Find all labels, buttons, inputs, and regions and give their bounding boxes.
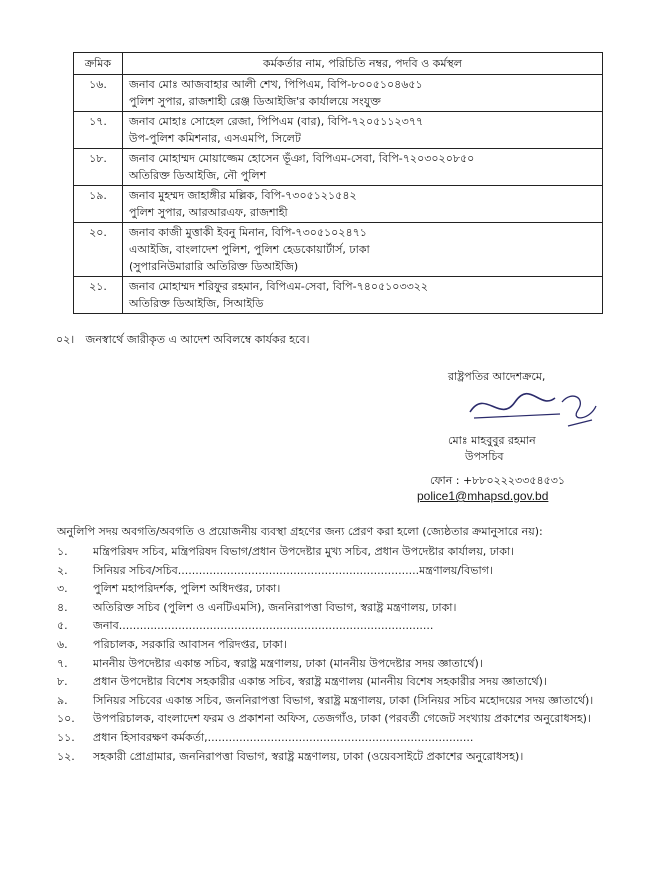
row-serial: ১৬.	[74, 75, 123, 112]
row-details	[123, 75, 603, 112]
list-item-number: ১.	[57, 545, 68, 558]
officer-detail-line: জনাব মোহাঃ সোহেল রেজা, পিপিএম (বার), বিপি-৭২০৫১১২৩৭৭	[129, 115, 424, 128]
officer-detail-line: এআইজি, বাংলাদেশ পুলিশ, পুলিশ হেডকোয়ার্টার্স, ঢাকা	[129, 243, 370, 256]
details-header: কর্মকর্তার নাম, পরিচিতি নম্বর, পদবি ও কর্মস্থল	[123, 53, 603, 75]
row-serial: ১৮.	[74, 149, 123, 186]
officer-detail-line: জনাব মোহাম্মদ শরিফুর রহমান, বিপিএম-সেবা, বিপি-৭৪০৫১০৩৩২২	[129, 280, 429, 293]
list-item-text: অতিরিক্ত সচিব (পুলিশ ও এনটিএমসি), জননিরাপত্তা বিভাগ, স্বরাষ্ট্র মন্ত্রণালয়, ঢাকা।	[93, 600, 457, 614]
list-item	[57, 729, 593, 748]
row-serial: ২০.	[74, 223, 123, 277]
list-item-text: উপপরিচালক, বাংলাদেশ ফরম ও প্রকাশনা অফিস, তেজগাঁও, ঢাকা (পরবর্তী গেজেট সংখ্যায় প্রকাশের অনুরোধসহ)।	[93, 712, 591, 726]
row-serial: ১৭.	[74, 112, 123, 149]
list-item-number: ৬.	[57, 637, 68, 651]
list-item	[57, 599, 593, 618]
officer-detail-line: (সুপারনিউমারারি অতিরিক্ত ডিআইজি)	[129, 260, 299, 273]
table-row	[74, 223, 603, 277]
officer-detail-line: জনাব কাজী মুত্তাকী ইবনু মিনান, বিপি-৭৩০৫১০২৪৭১	[129, 226, 367, 239]
list-item-number: ৯.	[57, 693, 68, 707]
note-text: জনস্বার্থে জারীকৃত এ আদেশ অবিলম্বে কার্যকর হবে।	[85, 333, 310, 346]
list-item-number: ৪.	[57, 600, 68, 614]
serial-header: ক্রমিক	[74, 53, 123, 75]
table-row	[74, 75, 603, 112]
officer-detail-line: অতিরিক্ত ডিআইজি, সিআইডি	[129, 297, 264, 310]
signatory-designation: উপসচিব	[465, 450, 504, 463]
officer-detail-line: উপ-পুলিশ কমিশনার, এসএমপি, সিলেট	[129, 132, 301, 145]
list-item-number: ৩.	[57, 582, 68, 596]
list-item-number: ২.	[57, 563, 68, 577]
officer-detail-line: জনাব মুহম্মদ জাহাঙ্গীর মল্লিক, বিপি-৭৩০৫১২১৫৪২	[129, 189, 357, 202]
list-item-text: সিনিয়র সচিবের একান্ত সচিব, জননিরাপত্তা বিভাগ, স্বরাষ্ট্র মন্ত্রণালয়, ঢাকা (সিনিয়র সচিব মহোদয়ের সদয় জ্ঞাতার্থে)।	[93, 693, 594, 707]
list-item-number: ৫.	[57, 619, 68, 633]
list-item-text: প্রধান উপদেষ্টার বিশেষ সহকারীর একান্ত সচিব, স্বরাষ্ট্র মন্ত্রণালয় (মাননীয় বিশেষ সহকারীর সদয় জ্ঞাতার্থে)।	[93, 675, 547, 689]
list-item-text: মাননীয় উপদেষ্টার একান্ত সচিব, স্বরাষ্ট্র মন্ত্রণালয়, ঢাকা (মাননীয় উপদেষ্টার সদয় জ্ঞাতার্থে)।	[93, 656, 483, 670]
list-item-text: জনাব..........................................................................................	[93, 619, 434, 633]
list-item	[57, 580, 593, 599]
list-item-text: সিনিয়র সচিব/সচিব.....................................................................মন্ত্রণালয়/বিভাগ।	[93, 563, 493, 577]
list-item-text: প্রধান হিসাবরক্ষণ কর্মকর্তা,............................................................................	[93, 730, 474, 744]
list-item	[57, 617, 593, 636]
officer-detail-line: জনাব মোঃ আজবাহার আলী শেখ, পিপিএম, বিপি-৮০০৫১০৪৬৫১	[129, 78, 423, 91]
list-item	[57, 562, 593, 581]
order-text: রাষ্ট্রপতির আদেশক্রমে,	[448, 370, 546, 383]
list-item-number: ৮.	[57, 675, 68, 689]
list-item	[57, 710, 593, 729]
list-item-text: সহকারী প্রোগ্রামার, জননিরাপত্তা বিভাগ, স্বরাষ্ট্র মন্ত্রণালয়, ঢাকা (ওয়েবসাইটে প্রকাশের অনুরোধসহ)।	[93, 749, 524, 763]
note-paragraph	[56, 331, 310, 350]
list-item-text: পুলিশ মহাপরিদর্শক, পুলিশ অধিদপ্তর, ঢাকা।	[93, 582, 281, 596]
handwritten-signature	[460, 380, 600, 434]
row-details	[123, 277, 603, 314]
officer-detail-line: পুলিশ সুপার, আরআরএফ, রাজশাহী	[129, 206, 288, 219]
copies-title: অনুলিপি সদয় অবগতি/অবগতি ও প্রয়োজনীয় ব্যবস্থা গ্রহণের জন্য প্রেরণ করা হলো (জ্যেষ্ঠতার ক্রমানুসারে নয়):	[57, 525, 543, 538]
row-details	[123, 149, 603, 186]
row-details	[123, 186, 603, 223]
table-row	[74, 277, 603, 314]
list-item	[57, 748, 593, 767]
note-number: ০২।	[56, 333, 75, 346]
list-item-number: ১২.	[57, 749, 75, 763]
table-row	[74, 149, 603, 186]
phone-number: ফোন : +৮৮০২২২৩৩৫৪৫৩১	[430, 474, 566, 487]
row-serial: ১৯.	[74, 186, 123, 223]
officer-detail-line: অতিরিক্ত ডিআইজি, নৌ পুলিশ	[129, 169, 267, 182]
list-item-number: ১০.	[57, 712, 75, 726]
list-item-text: পরিচালক, সরকারি আবাসন পরিদপ্তর, ঢাকা।	[93, 637, 287, 651]
officer-detail-line: পুলিশ সুপার, রাজশাহী রেঞ্জ ডিআইজি'র কার্যালয়ে সংযুক্ত	[129, 95, 381, 108]
email-address: police1@mhapsd.gov.bd	[417, 489, 549, 503]
signatory-name: মোঃ মাহবুবুর রহমান	[448, 434, 536, 447]
list-item-number: ৭.	[57, 656, 68, 670]
officer-table	[73, 52, 603, 314]
list-item	[57, 543, 593, 562]
list-item	[57, 673, 593, 692]
list-item	[57, 636, 593, 655]
table-header-row	[74, 53, 603, 75]
list-item	[57, 655, 593, 674]
copies-list	[57, 543, 593, 766]
table-row	[74, 186, 603, 223]
list-item	[57, 692, 593, 711]
list-item-text: মন্ত্রিপরিষদ সচিব, মন্ত্রিপরিষদ বিভাগ/প্রধান উপদেষ্টার মুখ্য সচিব, প্রধান উপদেষ্টার কার্যালয়, ঢাকা।	[93, 545, 515, 558]
row-serial: ২১.	[74, 277, 123, 314]
officer-detail-line: জনাব মোহাম্মদ মোয়াজ্জেম হোসেন ভূঁঞা, বিপিএম-সেবা, বিপি-৭২০৩০২০৮৫০	[129, 152, 475, 165]
row-details	[123, 223, 603, 277]
table-row	[74, 112, 603, 149]
list-item-number: ১১.	[57, 730, 75, 744]
row-details	[123, 112, 603, 149]
